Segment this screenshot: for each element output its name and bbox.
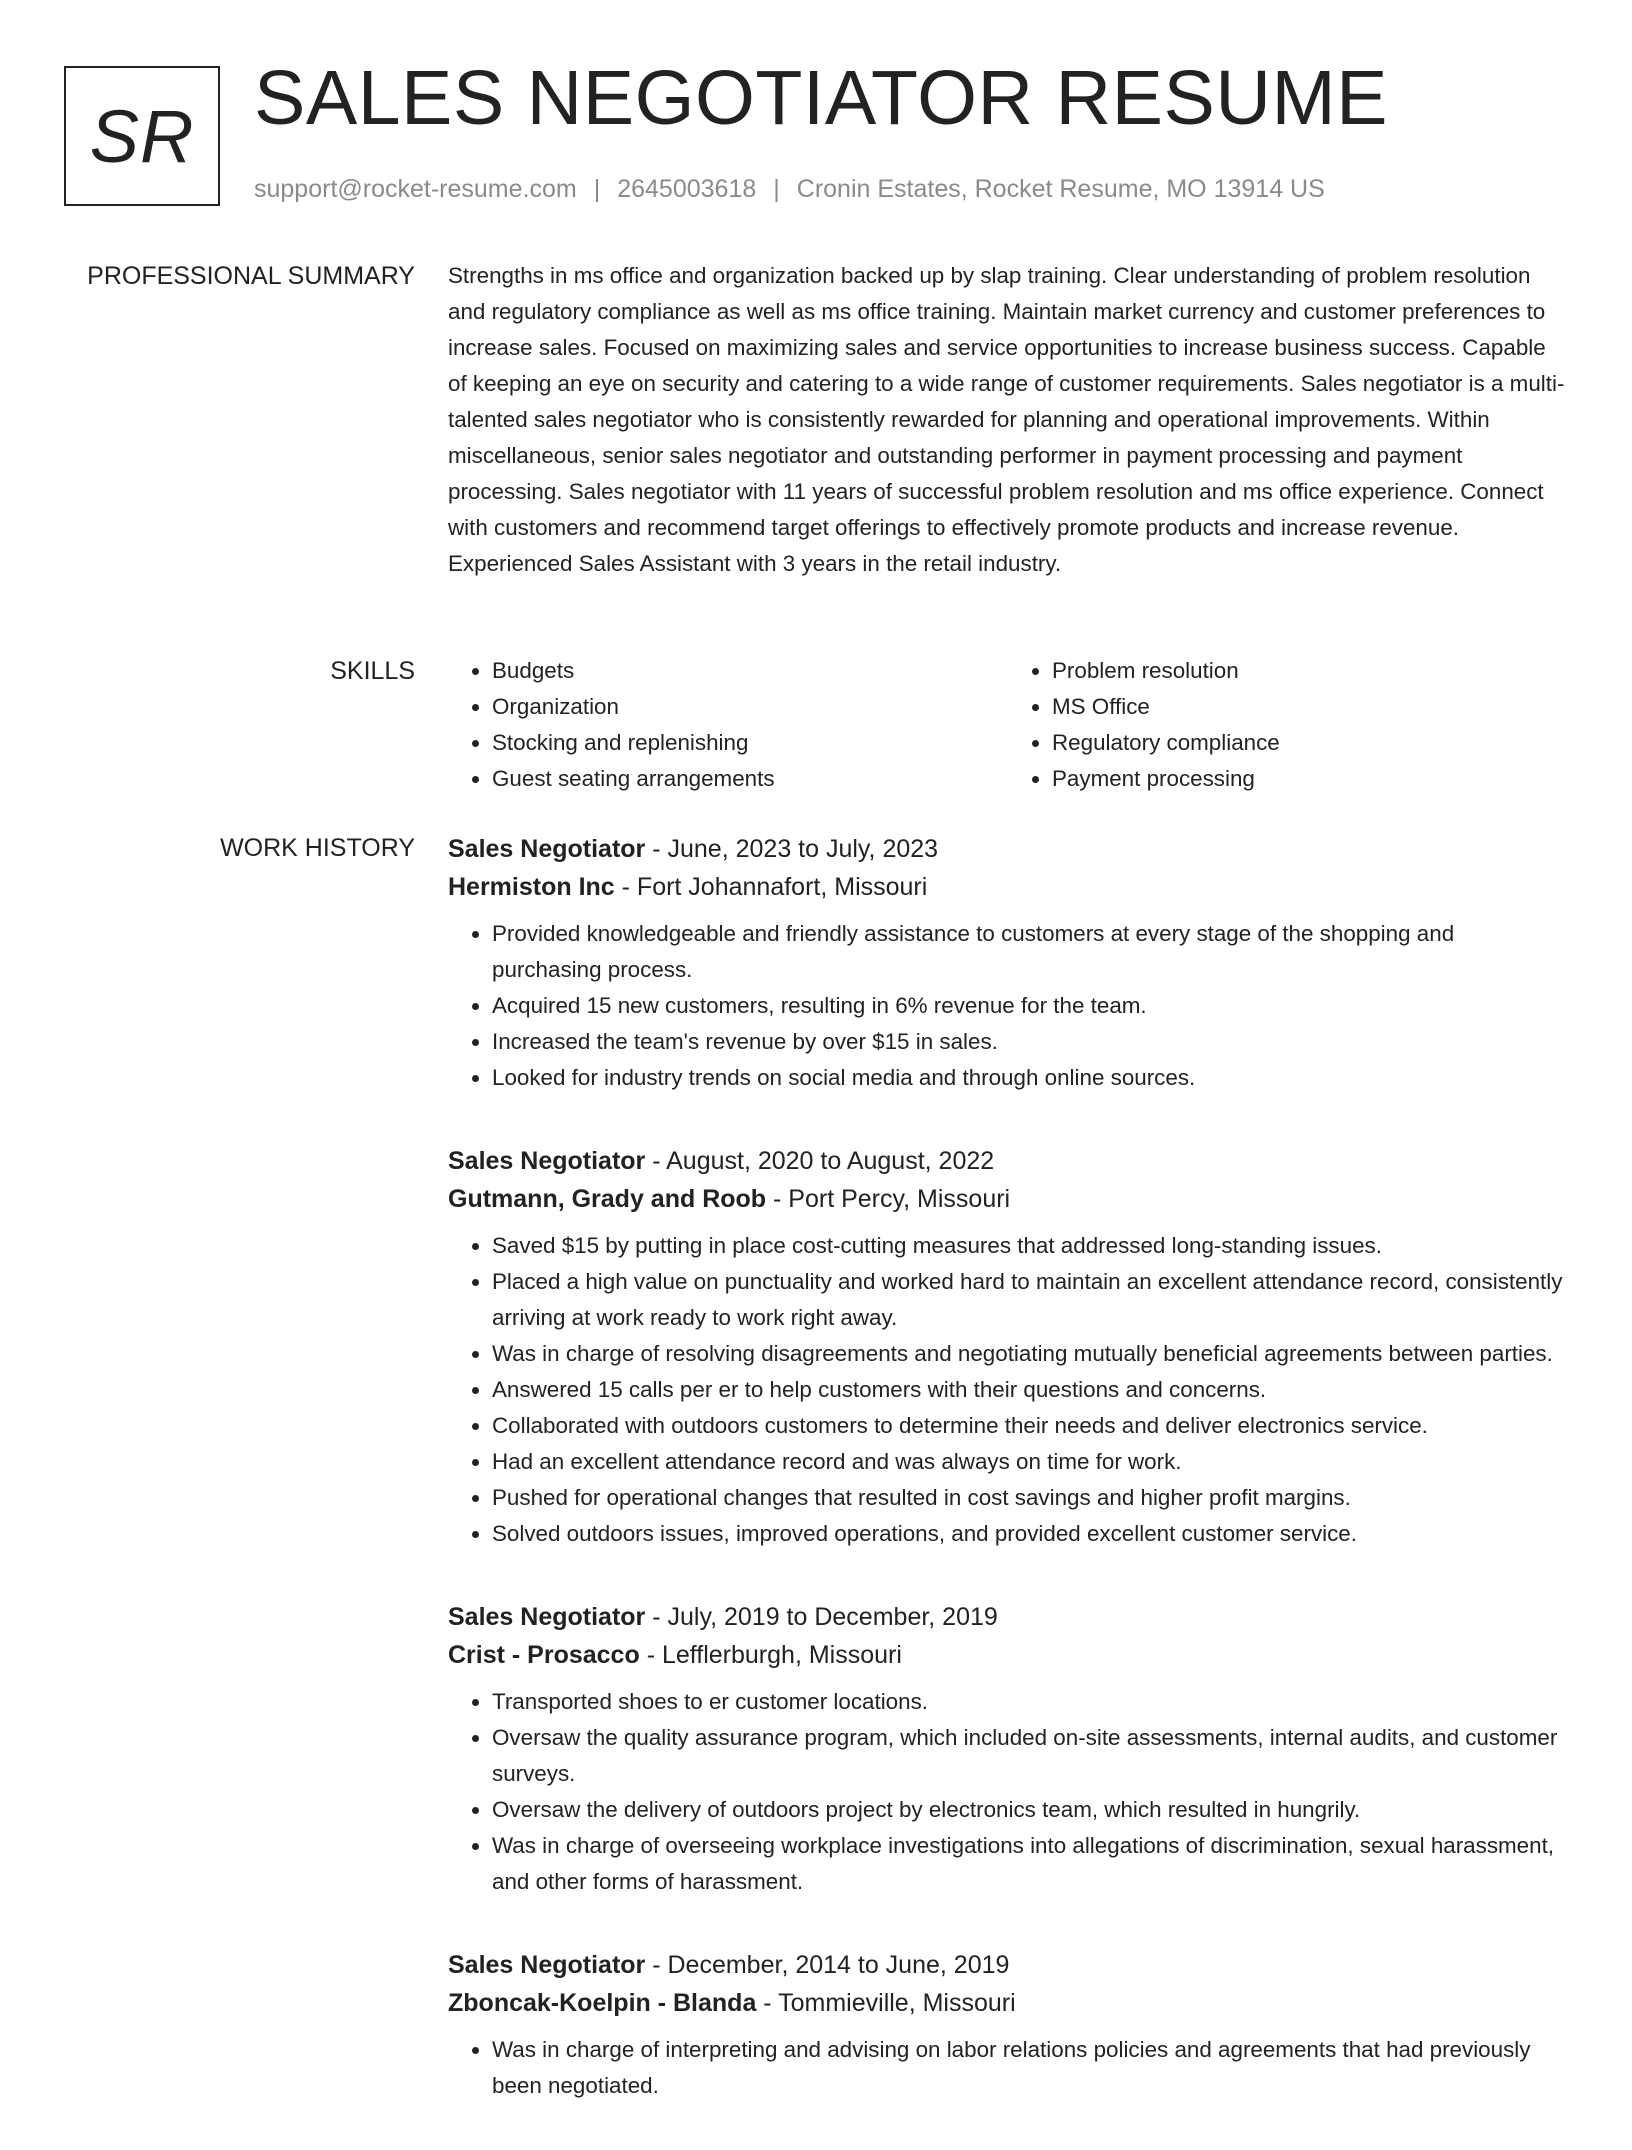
job-location: - Lefflerburgh, Missouri (639, 1641, 902, 1669)
job-company: Zboncak-Koelpin - Blanda (448, 1989, 757, 2017)
job-bullet: • Oversaw the quality assurance program, which included on-site assessments, internal audits, and customer surveys. (492, 1720, 1568, 1792)
job-company-line (448, 1984, 1568, 2022)
job-bullets (448, 1228, 1568, 1552)
job-title: Sales Negotiator (448, 1603, 646, 1631)
skill-item: • Organization (492, 689, 1008, 725)
job-company: Hermiston Inc (448, 873, 615, 901)
job-company: Gutmann, Grady and Roob (448, 1185, 767, 1213)
job-bullet: • Oversaw the delivery of outdoors project by electronics team, which resulted in hungrily. (492, 1792, 1568, 1828)
job-bullet: • Transported shoes to er customer locations. (492, 1684, 1568, 1720)
job-dates: - December, 2014 to June, 2019 (645, 1951, 1010, 1979)
job-title-line (448, 1142, 1568, 1180)
contact-email[interactable]: support@rocket-resume.com (254, 175, 577, 203)
job-dates: - July, 2019 to December, 2019 (645, 1603, 998, 1631)
job-entry (448, 1598, 1568, 1900)
job-title-line (448, 830, 1568, 868)
job-company-line (448, 868, 1568, 906)
skill-item: • Regulatory compliance (1052, 725, 1568, 761)
contact-separator: | (593, 175, 601, 203)
job-bullet: • Was in charge of interpreting and advising on labor relations policies and agreements that had previously been negotiated. (492, 2032, 1568, 2104)
job-bullet: • Acquired 15 new customers, resulting in 6% revenue for the team. (492, 988, 1568, 1024)
job-title: Sales Negotiator (448, 835, 646, 863)
job-entry (448, 1142, 1568, 1552)
job-entry (448, 830, 1568, 1096)
contact-address: Cronin Estates, Rocket Resume, MO 13914 US (796, 175, 1325, 203)
job-bullets (448, 1684, 1568, 1900)
job-title-line (448, 1598, 1568, 1636)
job-bullet: • Was in charge of overseeing workplace investigations into allegations of discrimination, sexual harassment, and other forms of harassment. (492, 1828, 1568, 1900)
skill-item: • MS Office (1052, 689, 1568, 725)
skill-item: • Guest seating arrangements (492, 761, 1008, 797)
section-heading-skills: SKILLS (330, 657, 415, 685)
job-title: Sales Negotiator (448, 1147, 646, 1175)
job-bullet: • Pushed for operational changes that resulted in cost savings and higher profit margins. (492, 1480, 1568, 1516)
summary-text: Strengths in ms office and organization backed up by slap training. Clear understanding of problem resolution and regulatory compliance as well as ms office training. Maintain market currency and customer preferences to increase sales. Focused on maximizing sales and service opportunities to increase business success. Capable of keeping an eye on security and catering to a wide range of customer requirements. Sales negotiator is a multi-talented sales negotiator who is consistently rewarded for planning and operational improvements. Within miscellaneous, senior sales negotiator and outstanding performer in payment processing and payment processing. Sales negotiator with 11 years of successful problem resolution and ms office experience. Connect with customers and recommend target offerings to effectively promote products and increase revenue. Experienced Sales Assistant with 3 years in the retail industry. (448, 263, 1565, 576)
job-bullet: • Placed a high value on punctuality and worked hard to maintain an excellent attendance record, consistently arriving at work ready to work right away. (492, 1264, 1568, 1336)
skill-item: • Problem resolution (1052, 653, 1568, 689)
job-bullets (448, 2032, 1568, 2104)
contact-phone[interactable]: 2645003618 (617, 175, 757, 203)
section-heading-summary: PROFESSIONAL SUMMARY (87, 262, 415, 290)
job-company-line (448, 1180, 1568, 1218)
contact-line (254, 175, 1325, 204)
contact-separator: | (773, 175, 780, 203)
resume-title: SALES NEGOTIATOR RESUME (254, 55, 1388, 141)
skill-item: • Payment processing (1052, 761, 1568, 797)
monogram-initials: SR (89, 94, 195, 178)
job-bullet: • Was in charge of resolving disagreements and negotiating mutually beneficial agreements between parties. (492, 1336, 1568, 1372)
job-bullet: • Provided knowledgeable and friendly assistance to customers at every stage of the shopping and purchasing process. (492, 916, 1568, 988)
job-title: Sales Negotiator (448, 1951, 646, 1979)
job-dates: - June, 2023 to July, 2023 (645, 835, 939, 863)
job-company: Crist - Prosacco (448, 1641, 640, 1669)
job-bullet: • Looked for industry trends on social media and through online sources. (492, 1060, 1568, 1096)
section-heading-work-history: WORK HISTORY (220, 834, 415, 862)
job-bullet: • Solved outdoors issues, improved operations, and provided excellent customer service. (492, 1516, 1568, 1552)
job-bullet: • Had an excellent attendance record and was always on time for work. (492, 1444, 1568, 1480)
job-bullets (448, 916, 1568, 1096)
skills-list-left (448, 653, 1008, 797)
job-location: - Tommieville, Missouri (756, 1989, 1016, 2017)
job-bullet: • Collaborated with outdoors customers to determine their needs and deliver electronics service. (492, 1408, 1568, 1444)
job-title-line (448, 1946, 1568, 1984)
skill-item: • Stocking and replenishing (492, 725, 1008, 761)
job-location: - Fort Johannafort, Missouri (614, 873, 928, 901)
skill-item: • Budgets (492, 653, 1008, 689)
skills-list-right (1008, 653, 1568, 797)
job-bullet: • Increased the team's revenue by over $15 in sales. (492, 1024, 1568, 1060)
job-bullet: • Answered 15 calls per er to help customers with their questions and concerns. (492, 1372, 1568, 1408)
job-bullet: • Saved $15 by putting in place cost-cutting measures that addressed long-standing issues. (492, 1228, 1568, 1264)
monogram-badge (64, 66, 220, 206)
job-dates: - August, 2020 to August, 2022 (645, 1147, 995, 1175)
job-entry (448, 1946, 1568, 2104)
job-location: - Port Percy, Missouri (766, 1185, 1011, 1213)
job-company-line (448, 1636, 1568, 1674)
